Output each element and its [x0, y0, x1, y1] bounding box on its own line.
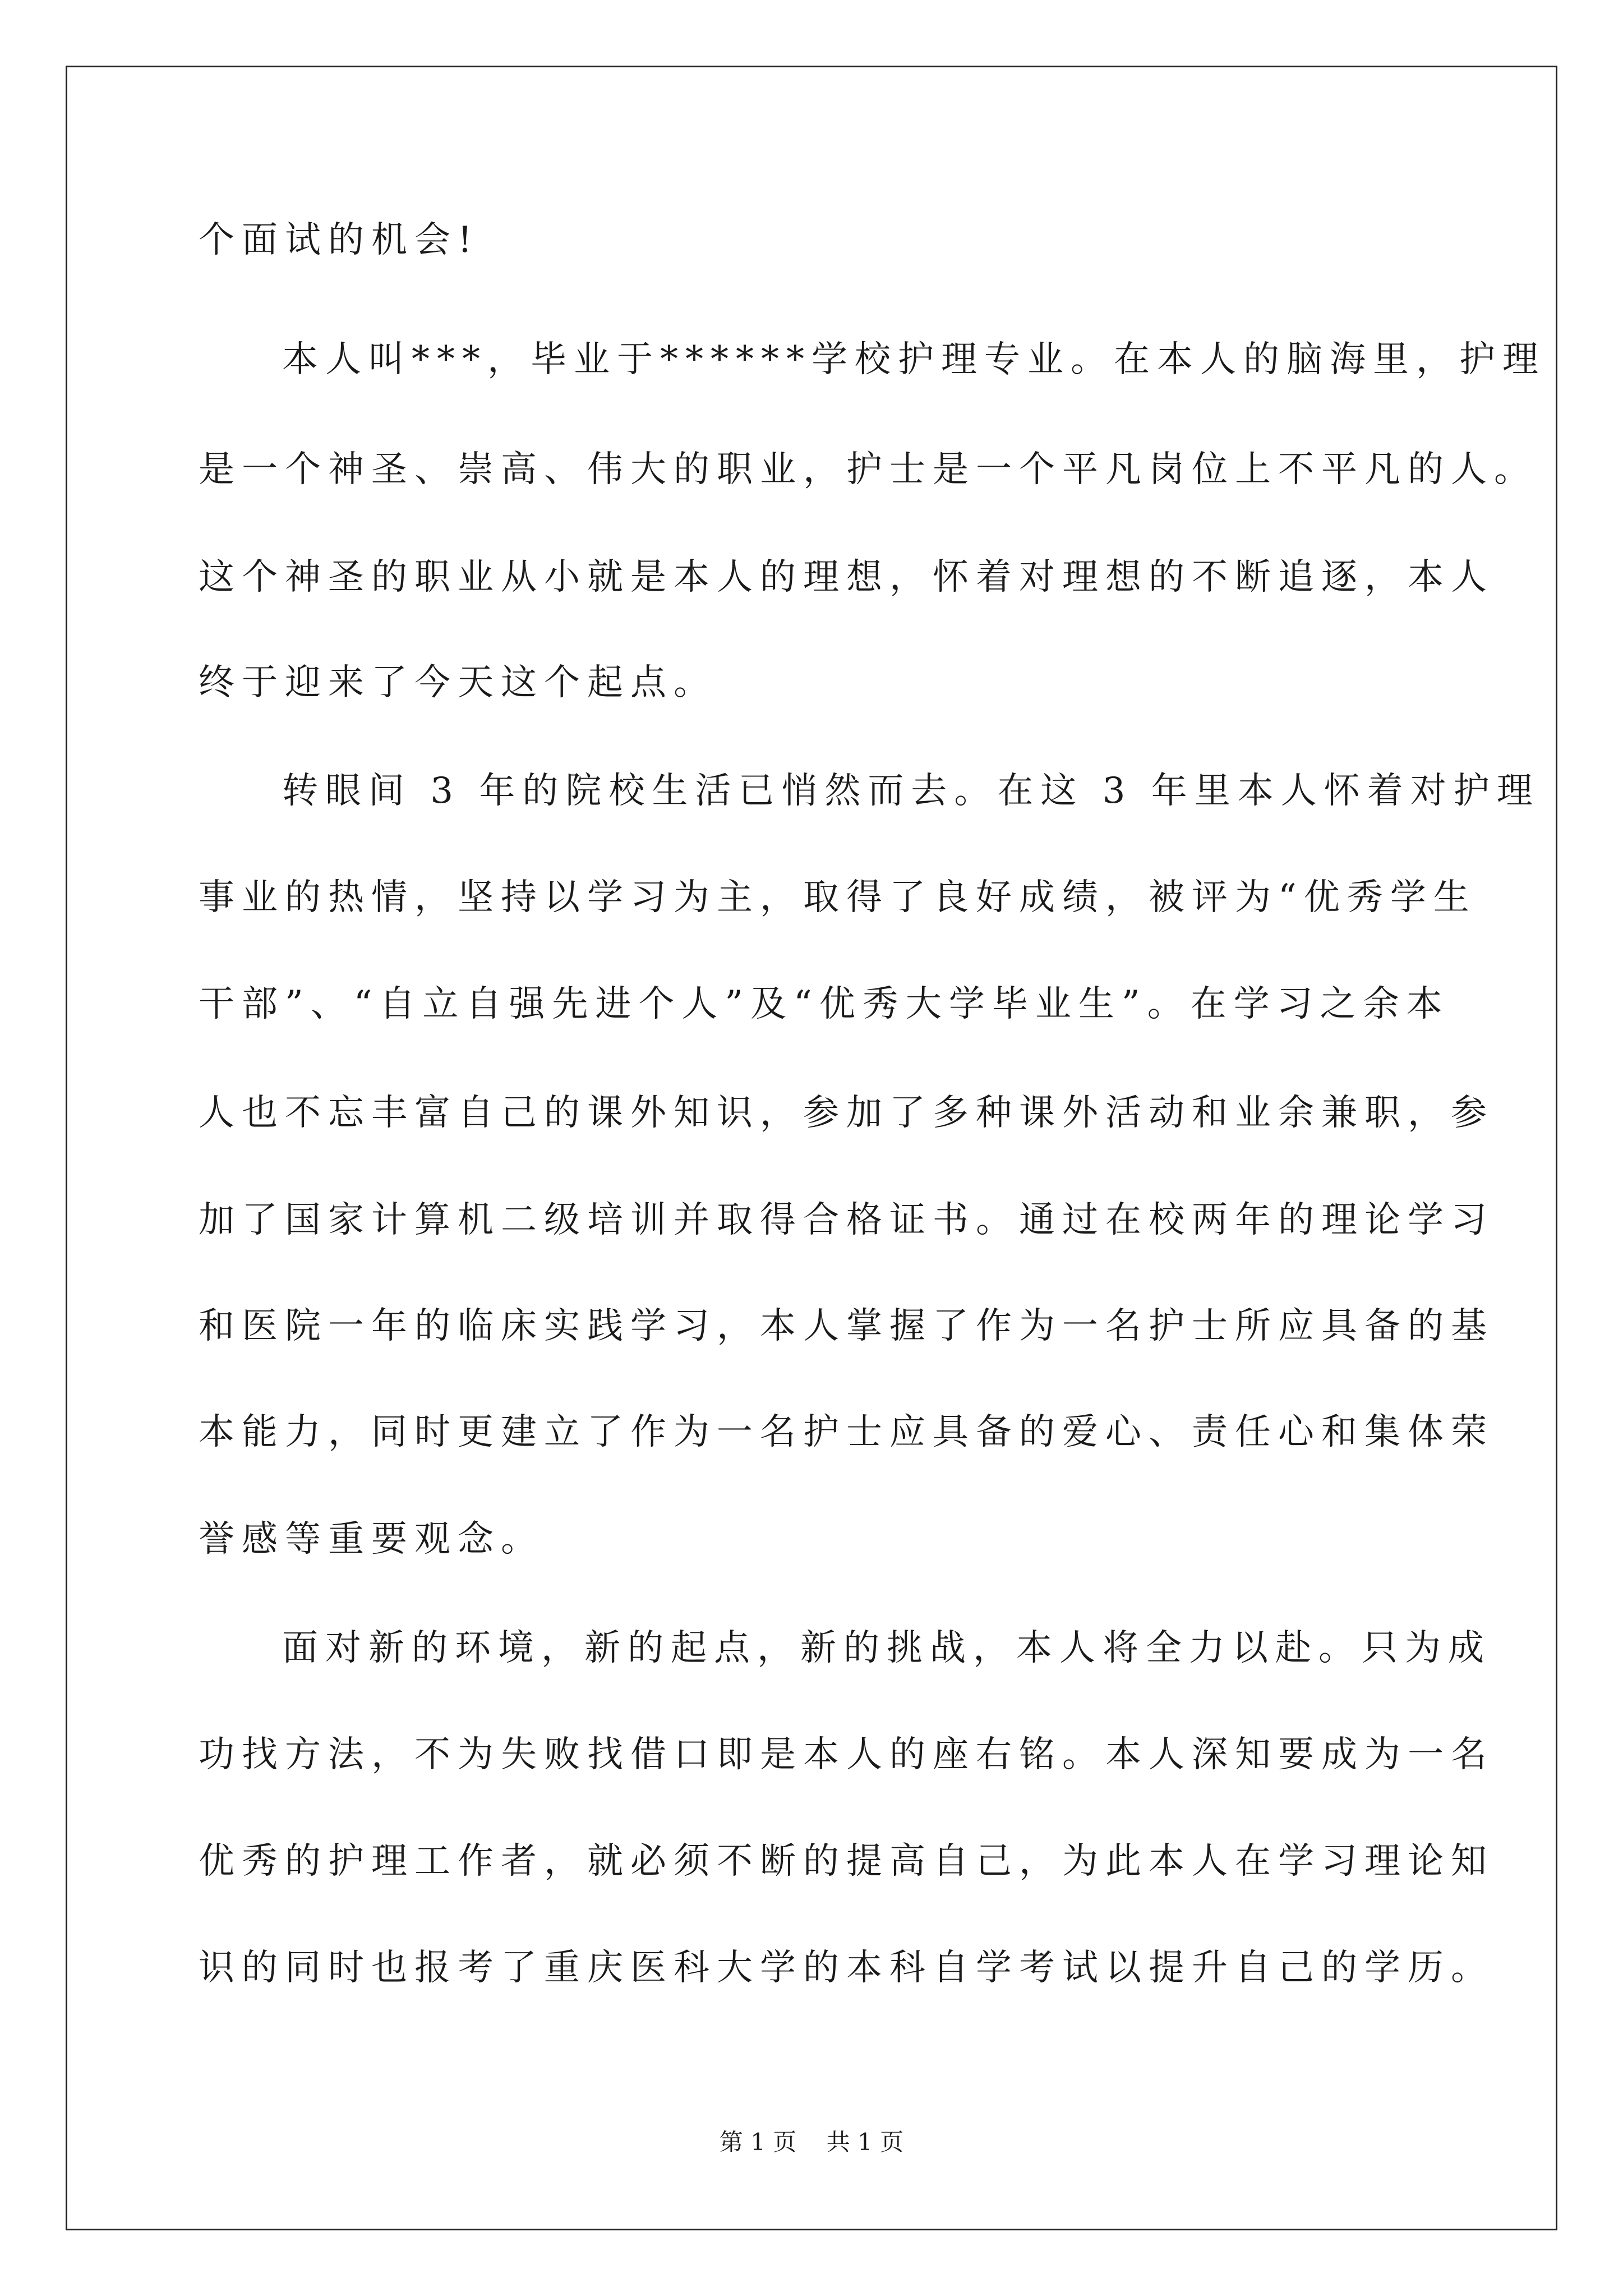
text-line: 本人叫***，毕业于******学校护理专业。在本人的脑海里，护理 [282, 339, 1546, 380]
text-line: 本能力，同时更建立了作为一名护士应具备的爱心、责任心和集体荣 [199, 1411, 1494, 1453]
text-line: 转眼间 3 年的院校生活已悄然而去。在这 3 年里本人怀着对护理 [282, 770, 1540, 812]
page-border [66, 66, 1557, 2230]
text-line: 干部”、“自立自强先进个人”及“优秀大学毕业生”。在学习之余本 [199, 983, 1450, 1025]
text-line: 这个神圣的职业从小就是本人的理想，怀着对理想的不断追逐，本人 [199, 556, 1494, 598]
text-line: 终于迎来了今天这个起点。 [199, 662, 717, 703]
text-line: 和医院一年的临床实践学习，本人掌握了作为一名护士所应具备的基 [199, 1305, 1494, 1347]
text-line: 人也不忘丰富自己的课外知识，参加了多种课外活动和业余兼职，参 [199, 1092, 1494, 1134]
text-line: 功找方法，不为失败找借口即是本人的座右铭。本人深知要成为一名 [199, 1734, 1494, 1775]
text-line: 面对新的环境，新的起点，新的挑战，本人将全力以赴。只为成 [282, 1627, 1491, 1669]
text-line: 加了国家计算机二级培训并取得合格证书。通过在校两年的理论学习 [199, 1199, 1494, 1241]
text-line: 誉感等重要观念。 [199, 1519, 544, 1560]
text-line: 个面试的机会! [199, 219, 479, 261]
text-line: 是一个神圣、崇高、伟大的职业，护士是一个平凡岗位上不平凡的人。 [199, 449, 1537, 490]
text-line: 优秀的护理工作者，就必须不断的提高自己，为此本人在学习理论知 [199, 1841, 1494, 1882]
text-line: 识的同时也报考了重庆医科大学的本科自学考试以提升自己的学历。 [199, 1947, 1494, 1989]
text-line: 事业的热情，坚持以学习为主，取得了良好成绩，被评为“优秀学生 [199, 877, 1477, 918]
page-number-footer: 第 1 页 共 1 页 [719, 2128, 904, 2156]
